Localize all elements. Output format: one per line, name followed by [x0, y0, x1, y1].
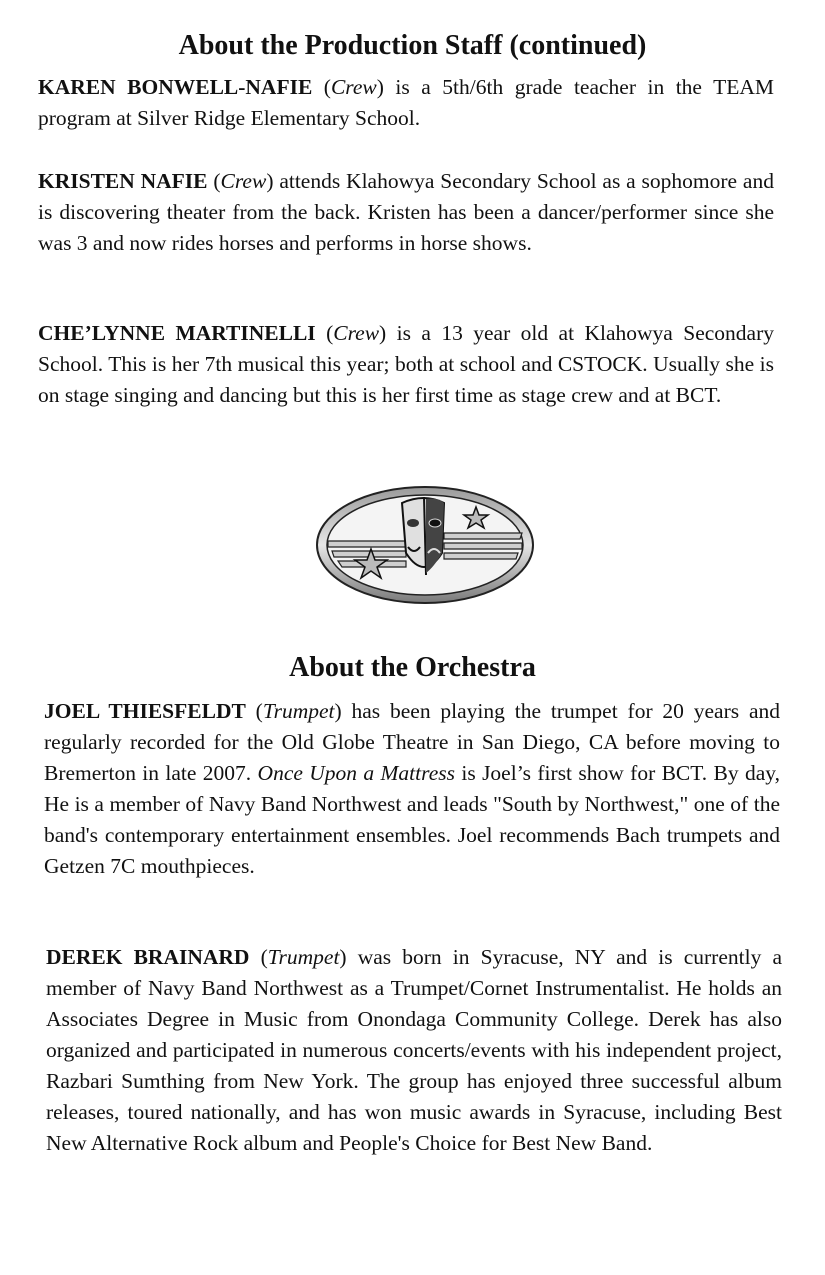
- bio-kristen: KRISTEN NAFIE (Crew) attends Klahowya Secondary School as a sophomore and is discovering theater from the back. Kristen has been a dancer/performer since she was 3 and now rides horses and performs in horse shows.: [38, 169, 774, 255]
- bio-karen: KAREN BONWELL-NAFIE (Crew) is a 5th/6th grade teacher in the TEAM program at Silver Ridge Elementary School.: [38, 75, 774, 130]
- bio-text: is a 5th/6th grade teacher in the TEAM program at Silver Ridge Elementary School.: [38, 75, 774, 130]
- bio-name: KRISTEN NAFIE: [38, 169, 208, 193]
- bio-role: Crew: [333, 321, 380, 345]
- bio-role: Trumpet: [267, 945, 340, 969]
- show-title: Once Upon a Mattress: [257, 761, 455, 785]
- orchestra-heading: About the Orchestra: [289, 652, 536, 683]
- bio-text: is Joel’s first show for BCT. By day, He is a member of Navy Band Northwest and leads "South by Northwest," one of the band's contemporary entertainment ensembles. Joel recommends Bach trumpets and Getzen 7C mouthpieces.: [44, 761, 781, 878]
- bio-text: was born in Syracuse, NY and is currently a member of Navy Band Northwest as a Trumpet/Cornet Instrumentalist. He holds an Associates Degree in Music from Onondaga Community College. Derek has also organized and participated in numerous concerts/events with his independent project, Razbari Sumthing from New York. The group has enjoyed three successful album releases, toured nationally, and has won music awards in Syracuse, including Best New Alternative Rock album and People's Choice for Best New Band.: [46, 945, 782, 1155]
- bio-name: JOEL THIESFELDT: [44, 699, 246, 723]
- bio-text: is a 13 year old at Klahowya Secondary School. This is her 7th musical this year; both at school and CSTOCK. Usually she is on stage singing and dancing but this is her first time as stage crew and at BCT.: [38, 321, 774, 407]
- bio-name: DEREK BRAINARD: [46, 945, 250, 969]
- bio-text: has been playing the trumpet for 20 years and regularly recorded for the Old Globe Theatre in San Diego, CA before moving to Bremerton in late 2007.: [44, 699, 780, 785]
- bio-chelynne: CHE’LYNNE MARTINELLI (Crew) is a 13 year old at Klahowya Secondary School. This is her 7th musical this year; both at school and CSTOCK. Usually she is on stage singing and dancing but this is her first time as stage crew and at BCT.: [38, 321, 774, 407]
- bio-name: CHE’LYNNE MARTINELLI: [38, 321, 316, 345]
- bio-role: Crew: [220, 169, 267, 193]
- bio-derek: DEREK BRAINARD (Trumpet) was born in Syracuse, NY and is currently a member of Navy Band Northwest as a Trumpet/Cornet Instrumentalist. He holds an Associates Degree in Music from Onondaga Community College. Derek has also organized and participated in numerous concerts/events with his independent project, Razbari Sumthing from New York. The group has enjoyed three successful album releases, toured nationally, and has won music awards in Syracuse, including Best New Alternative Rock album and People's Choice for Best New Band.: [46, 945, 782, 1155]
- bio-text: attends Klahowya Secondary School as a sophomore and is discovering theater from the back. Kristen has been a dancer/performer since she was 3 and now rides horses and performs in horse shows.: [38, 169, 774, 255]
- bio-joel: JOEL THIESFELDT (Trumpet) has been playing the trumpet for 20 years and regularly recorded for the Old Globe Theatre in San Diego, CA before moving to Bremerton in late 2007. Once Upon a Mattress is Joel’s first show for BCT. By day, He is a member of Navy Band Northwest and leads "South by Northwest," one of the band's contemporary entertainment ensembles. Joel recommends Bach trumpets and Getzen 7C mouthpieces.: [44, 699, 781, 878]
- bio-role: Crew: [330, 75, 377, 99]
- staff-heading: About the Production Staff (continued): [178, 30, 647, 61]
- bio-name: KAREN BONWELL-NAFIE: [38, 75, 313, 99]
- theatre-masks-stars-emblem-icon: [314, 483, 536, 608]
- bio-role: Trumpet: [262, 699, 335, 723]
